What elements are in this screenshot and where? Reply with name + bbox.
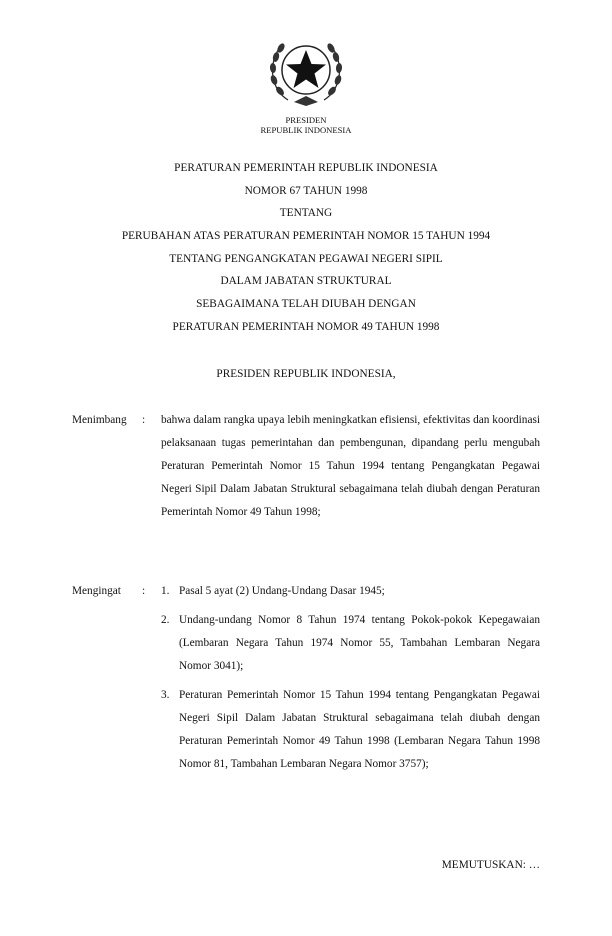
title-line: PERATURAN PEMERINTAH REPUBLIK INDONESIA <box>174 162 438 174</box>
item-text: Peraturan Pemerintah Nomor 15 Tahun 1994 tentang Pengangkatan Pegawai Negeri Sipil Dalam Jabatan Struktural sebagaimana telah diubah dengan Peraturan Pemerintah Nomor 49 Tahun 1998 (Lembaran Negara Tahun 1998 Nomor 81, Tambahan Lembaran Negara Nomor 3757); <box>179 689 540 770</box>
title-line: DALAM JABATAN STRUKTURAL <box>220 275 392 288</box>
header-presiden: PRESIDEN <box>285 115 327 125</box>
title-line: PERATURAN PEMERINTAH NOMOR 49 TAHUN 1998 <box>172 320 440 333</box>
title-line: SEBAGAIMANA TELAH DIUBAH DENGAN <box>196 298 416 311</box>
document-title <box>0 157 612 339</box>
menimbang-colon: : <box>142 414 146 426</box>
item-number: 1. <box>161 585 170 597</box>
garuda-star-emblem-icon <box>266 30 346 110</box>
header-republik: REPUBLIK INDONESIA <box>260 125 352 135</box>
item-text: Pasal 5 ayat (2) Undang-Undang Dasar 1945; <box>179 585 385 597</box>
mengingat-item <box>161 684 540 776</box>
memutuskan-continuation: MEMUTUSKAN: … <box>441 859 540 871</box>
mengingat-item <box>161 580 540 603</box>
mengingat-label: Mengingat <box>72 585 121 597</box>
president-heading: PRESIDEN REPUBLIK INDONESIA, <box>216 368 396 380</box>
title-line: NOMOR 67 TAHUN 1998 <box>244 184 368 197</box>
item-text: Undang-undang Nomor 8 Tahun 1974 tentang Pokok-pokok Kepegawaian (Lembaran Negara Tahun 1974 Nomor 55, Tambahan Lembaran Negara Nomor 3041); <box>179 614 540 672</box>
title-line: TENTANG <box>279 207 333 220</box>
title-line: PERUBAHAN ATAS PERATURAN PEMERINTAH NOMOR 15 TAHUN 1994 <box>121 230 491 243</box>
menimbang-label: Menimbang <box>72 414 127 426</box>
menimbang-text: bahwa dalam rangka upaya lebih meningkatkan efisiensi, efektivitas dan koordinasi pelaksanaan tugas pemerintahan dan pembengunan, dipandang perlu mengubah Peraturan Pemerintah Nomor 15 Tahun 1994 tentang Pengangkatan Pegawai Negeri Sipil Dalam Jabatan Struktural sebagaimana telah diubah dengan Peraturan Pemerintah Nomor 49 Tahun 1998; <box>161 414 540 518</box>
item-number: 2. <box>161 614 170 626</box>
title-line: TENTANG PENGANGKATAN PEGAWAI NEGERI SIPIL <box>169 252 443 265</box>
mengingat-item <box>161 609 540 678</box>
mengingat-colon: : <box>142 585 146 597</box>
item-number: 3. <box>161 689 170 701</box>
